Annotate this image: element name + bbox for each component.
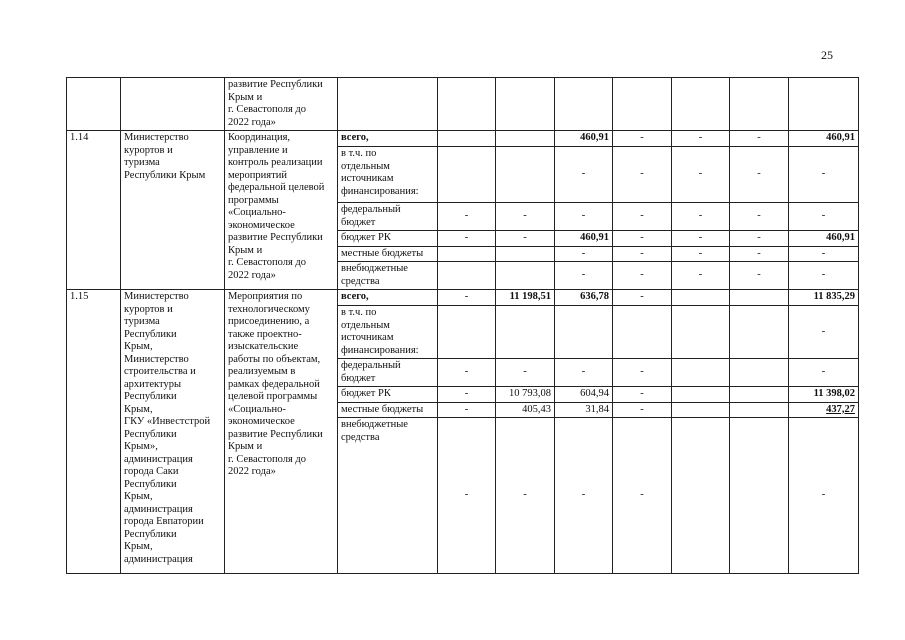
value-cell: - (613, 147, 672, 203)
value-cell: - (438, 402, 496, 418)
value-cell: - (496, 203, 555, 231)
value-cell: - (613, 387, 672, 403)
value-cell: 460,91 (789, 231, 859, 247)
value-cell (672, 387, 730, 403)
value-cell: - (789, 262, 859, 290)
value-cell (438, 147, 496, 203)
value-cell: 31,84 (555, 402, 613, 418)
row-number: 1.15 (67, 290, 121, 574)
value-cell: - (672, 131, 730, 147)
num-cell (67, 78, 121, 131)
value-cell (438, 246, 496, 262)
activity-cell: Мероприятия по технологическому присоединению, а также проектно- изыскательские работы по объектам, реализуемым в рамках федеральной целевой программы «Социально- экономическое развитие Республики Крым и г. Севастополя до 2022 года» (225, 290, 338, 574)
value-cell: - (555, 262, 613, 290)
value-cell: - (438, 418, 496, 574)
value-cell: - (555, 418, 613, 574)
value-cell: - (789, 246, 859, 262)
source-label: внебюджетные средства (338, 262, 438, 290)
source-label: бюджет РК (338, 387, 438, 403)
source-label: в т.ч. по отдельным источникам финансирования: (338, 306, 438, 359)
value-cell (496, 147, 555, 203)
source-label: местные бюджеты (338, 246, 438, 262)
value-cell: - (438, 203, 496, 231)
value-cell (672, 418, 730, 574)
value-cell (730, 359, 789, 387)
value-cell: - (613, 290, 672, 306)
value-cell: 11 398,02 (789, 387, 859, 403)
value-cell: - (730, 246, 789, 262)
value-cell: - (672, 262, 730, 290)
value-cell: - (730, 203, 789, 231)
value-cell: - (438, 290, 496, 306)
value-cell (496, 306, 555, 359)
value-cell: - (438, 231, 496, 247)
value-cell: - (672, 231, 730, 247)
value-cell: - (789, 418, 859, 574)
value-cell: - (730, 131, 789, 147)
value-cell: - (613, 131, 672, 147)
table-row-continuation (67, 78, 859, 131)
table-row (67, 131, 859, 147)
value-cell: - (730, 262, 789, 290)
value-cell: - (672, 147, 730, 203)
page-number: 25 (821, 48, 833, 62)
activity-cell: развитие Республики Крым и г. Севастополя до 2022 года» (225, 78, 338, 131)
value-cell: 460,91 (789, 131, 859, 147)
value-cell (730, 418, 789, 574)
value-cell: 460,91 (555, 231, 613, 247)
source-label: внебюджетные средства (338, 418, 438, 574)
value-cell: 460,91 (555, 131, 613, 147)
source-label: федеральный бюджет (338, 203, 438, 231)
source-label: федеральный бюджет (338, 359, 438, 387)
value-cell (730, 387, 789, 403)
executor-cell (121, 78, 225, 131)
value-cell (438, 306, 496, 359)
value-cell (730, 402, 789, 418)
value-cell: - (613, 203, 672, 231)
value-cell: - (613, 231, 672, 247)
source-label: всего, (338, 290, 438, 306)
value-cell (672, 290, 730, 306)
value-cell (672, 359, 730, 387)
value-cell: - (613, 262, 672, 290)
value-cell: 10 793,08 (496, 387, 555, 403)
value-cell: - (555, 359, 613, 387)
value-cell: - (789, 306, 859, 359)
value-cell: 636,78 (555, 290, 613, 306)
value-cell: - (730, 147, 789, 203)
value-cell: - (555, 147, 613, 203)
source-label: местные бюджеты (338, 402, 438, 418)
executor-cell: Министерство курортов и туризма Республики Крым, Министерство строительства и архитектуры Республики Крым, ГКУ «Инвестстрой Республики Крым», администрация города Саки Республики Крым, администрация города Евпатории Республики Крым, администрация (121, 290, 225, 574)
value-cell: - (730, 231, 789, 247)
value-cell: - (672, 246, 730, 262)
value-cell (438, 131, 496, 147)
value-cell: - (496, 418, 555, 574)
value-cell (730, 306, 789, 359)
value-cell (672, 402, 730, 418)
value-cell: - (613, 418, 672, 574)
value-cell: 437,27 (789, 402, 859, 418)
value-cell: 11 835,29 (789, 290, 859, 306)
value-cell: - (613, 359, 672, 387)
table-row (67, 290, 859, 306)
value-cell (496, 131, 555, 147)
budget-table (66, 77, 859, 574)
executor-cell: Министерство курортов и туризма Республики Крым (121, 131, 225, 290)
value-cell: - (555, 203, 613, 231)
value-cell (613, 306, 672, 359)
value-cell (730, 290, 789, 306)
row-number: 1.14 (67, 131, 121, 290)
value-cell: - (789, 359, 859, 387)
value-cell: 604,94 (555, 387, 613, 403)
value-cell: - (789, 203, 859, 231)
value-cell: - (438, 359, 496, 387)
value-cell: - (496, 231, 555, 247)
value-cell (438, 262, 496, 290)
value-cell: - (672, 203, 730, 231)
value-cell (496, 262, 555, 290)
activity-cell: Координация, управление и контроль реализации мероприятий федеральной целевой программы «Социально- экономическое развитие Республики Крым и г. Севастополя до 2022 года» (225, 131, 338, 290)
value-cell: 405,43 (496, 402, 555, 418)
source-label: всего, (338, 131, 438, 147)
value-cell: 11 198,51 (496, 290, 555, 306)
value-cell: - (613, 246, 672, 262)
source-label: в т.ч. по отдельным источникам финансирования: (338, 147, 438, 203)
value-cell (672, 306, 730, 359)
value-cell (555, 306, 613, 359)
value-cell: - (438, 387, 496, 403)
value-cell: - (496, 359, 555, 387)
source-label: бюджет РК (338, 231, 438, 247)
value-cell: - (613, 402, 672, 418)
value-cell (496, 246, 555, 262)
value-cell: - (789, 147, 859, 203)
value-cell: - (555, 246, 613, 262)
